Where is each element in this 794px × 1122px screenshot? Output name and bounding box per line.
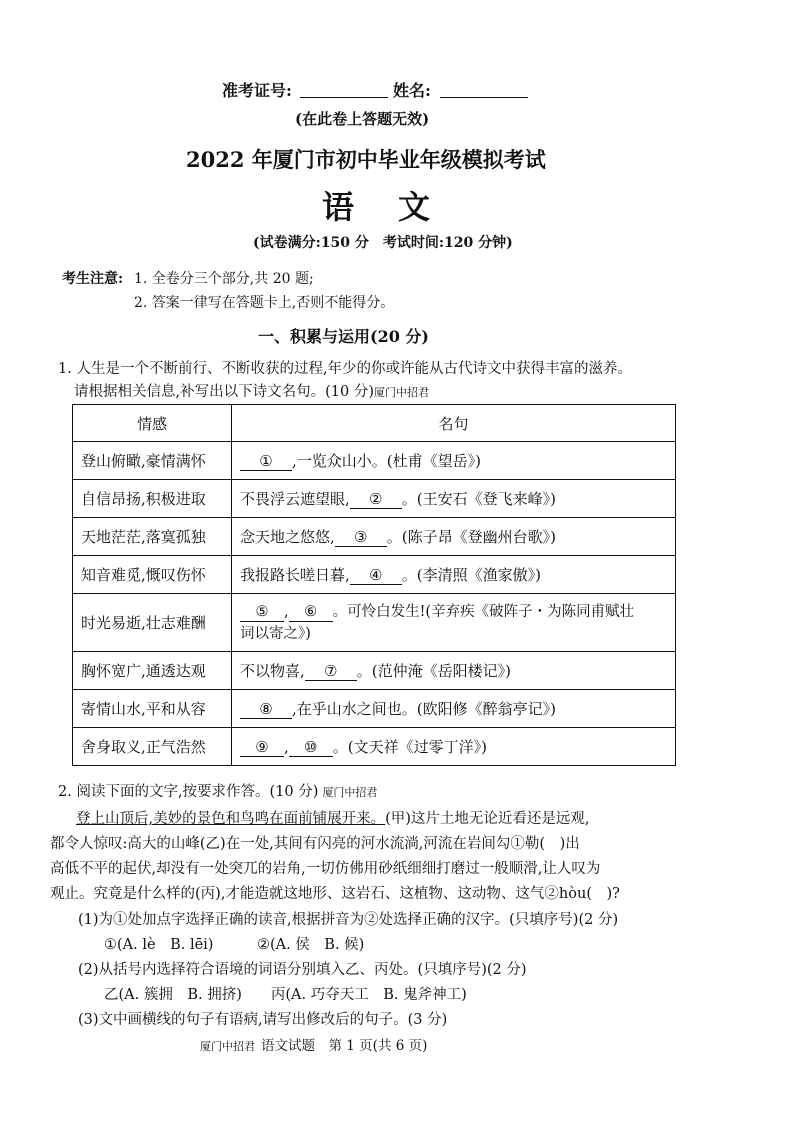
blank-3: ③: [335, 528, 387, 547]
q1-text: 请根据相关信息,补写出以下诗文名句。(10 分): [74, 384, 374, 400]
line-text: ,一览众山小。(杜甫《望岳》): [292, 451, 481, 470]
table-row: [73, 480, 676, 518]
q2-tag: 厦门中招君: [322, 786, 378, 799]
line-text: 。(文天祥《过零丁洋》): [332, 737, 487, 756]
line-cell: [232, 594, 676, 652]
emotion-cell: 舍身取义,正气浩然: [73, 728, 232, 766]
passage-text: (甲)这片土地无论近看还是远观,: [385, 811, 590, 827]
line-text: ,在乎山水之间也。(欧阳修《醉翁亭记》): [292, 699, 556, 718]
notice: (在此卷上答题无效): [295, 110, 430, 128]
passage-line: 都令人惊叹:高大的山峰(乙)在一处,其间有闪亮的河水流淌,河流在岩间勾①勒( )出: [50, 836, 580, 852]
table-header-row: [73, 405, 676, 442]
name-label: 姓名:: [393, 81, 431, 100]
line-text: 。(范仲淹《岳阳楼记》): [356, 661, 511, 680]
q1-tag: 厦门中招君: [373, 386, 429, 399]
subquestion-2-options: 乙(A. 簇拥 B. 拥挤) 丙(A. 巧夺天工 B. 鬼斧神工): [104, 987, 467, 1003]
line-text: 。(陈子昂《登幽州台歌》): [386, 527, 556, 546]
q1-line2: [74, 380, 429, 401]
blank-2: ②: [350, 490, 402, 509]
line-text: ,: [284, 603, 289, 620]
subquestion-1: (1)为①处加点字选择正确的读音,根据拼音为②处选择正确的汉字。(只填序号)(2 分): [78, 912, 619, 928]
q1-line1: 1. 人生是一个不断前行、不断收获的过程,年少的你或许能从古代诗文中获得丰富的滋养。: [58, 361, 633, 377]
line-text: 我报路长嗟日暮,: [240, 565, 350, 584]
line-cell: [232, 728, 676, 766]
emotion-cell: 自信昂扬,积极进取: [73, 480, 232, 518]
blank-10: ⑩: [289, 738, 333, 757]
blank-1: ①: [240, 452, 292, 471]
passage-line: 观止。究竟是什么样的(丙),才能造就这地形、这岩石、这植物、这动物、这气②hòu( )?: [50, 886, 620, 902]
line-text: 。(李清照《渔家傲》): [401, 565, 541, 584]
blank-7: ⑦: [305, 662, 357, 681]
q2-title-text: 2. 阅读下面的文字,按要求作答。(10 分): [58, 784, 319, 800]
line-cell: [232, 652, 676, 690]
line-cell: [232, 480, 676, 518]
name-blank: [440, 79, 528, 98]
table-row: [73, 728, 676, 766]
blank-6: ⑥: [289, 603, 333, 622]
footer: [200, 1034, 427, 1054]
subquestion-3: (3)文中画横线的句子有语病,请写出修改后的句子。(3 分): [78, 1012, 448, 1028]
line-text: 。可怜白发生!(辛弃疾《破阵子・为陈同甫赋壮: [332, 603, 635, 620]
passage-line: [76, 807, 590, 828]
table-row: [73, 556, 676, 594]
emotion-cell: 登山俯瞰,豪情满怀: [73, 442, 232, 480]
exam-id-label: 准考证号:: [222, 81, 292, 100]
table-row: [73, 518, 676, 556]
subquestion-1-options: ①(A. lè B. lēi) ②(A. 侯 B. 候): [104, 937, 365, 953]
section-title: 一、积累与运用(20 分): [258, 327, 429, 346]
line-cell: [232, 690, 676, 728]
passage-line: 高低不平的起伏,却没有一处突兀的岩角,一切仿佛用砂纸细细打磨过一般顺滑,让人叹为: [50, 861, 601, 877]
underlined-sentence: 登上山顶后,美妙的景色和鸟鸣在面前铺展开来。: [76, 811, 386, 827]
blank-8: ⑧: [240, 700, 292, 719]
exam-title: 2022 年厦门市初中毕业年级模拟考试: [186, 147, 546, 172]
footer-text: 语文试题 第 1 页(共 6 页): [261, 1038, 428, 1054]
table-row: [73, 442, 676, 480]
emotion-cell: 寄情山水,平和从容: [73, 690, 232, 728]
blank-5: ⑤: [240, 603, 284, 622]
emotion-cell: 天地茫茫,落寞孤独: [73, 518, 232, 556]
header-line: 名句: [232, 405, 676, 442]
blank-9: ⑨: [240, 738, 284, 757]
table-row: [73, 652, 676, 690]
blank-4: ④: [350, 566, 402, 585]
line-cell: [232, 442, 676, 480]
emotion-cell: 胸怀宽广,通透达观: [73, 652, 232, 690]
exam-meta: (试卷满分:150 分 考试时间:120 分钟): [253, 235, 513, 251]
subquestion-2: (2)从括号内选择符合语境的词语分别填入乙、丙处。(只填序号)(2 分): [78, 962, 527, 978]
line-text: 不以物喜,: [240, 661, 305, 680]
line-text: 词以寄之》): [240, 625, 311, 642]
instruction-item: 1. 全卷分三个部分,共 20 题;: [134, 271, 314, 287]
q2-title: [58, 780, 377, 801]
line-cell: [232, 518, 676, 556]
line-text: 念天地之悠悠,: [240, 527, 335, 546]
line-text: 不畏浮云遮望眼,: [240, 489, 350, 508]
subject-title: 语 文: [322, 188, 437, 226]
exam-id-blank: [300, 79, 388, 98]
emotion-cell: 知音难觅,慨叹伤怀: [73, 556, 232, 594]
table-row: [73, 594, 676, 652]
line-cell: [232, 556, 676, 594]
instructions-label: 考生注意:: [62, 271, 124, 287]
footer-tag: 厦门中招君: [200, 1040, 255, 1053]
instruction-item: 2. 答案一律写在答题卡上,否则不能得分。: [134, 295, 395, 311]
line-text: 。(王安石《登飞来峰》): [401, 489, 556, 508]
table-row: [73, 690, 676, 728]
poem-table: [72, 404, 676, 766]
line-text: ,: [284, 737, 289, 756]
header-emotion: 情感: [73, 405, 232, 442]
emotion-cell: 时光易逝,壮志难酬: [73, 594, 232, 652]
